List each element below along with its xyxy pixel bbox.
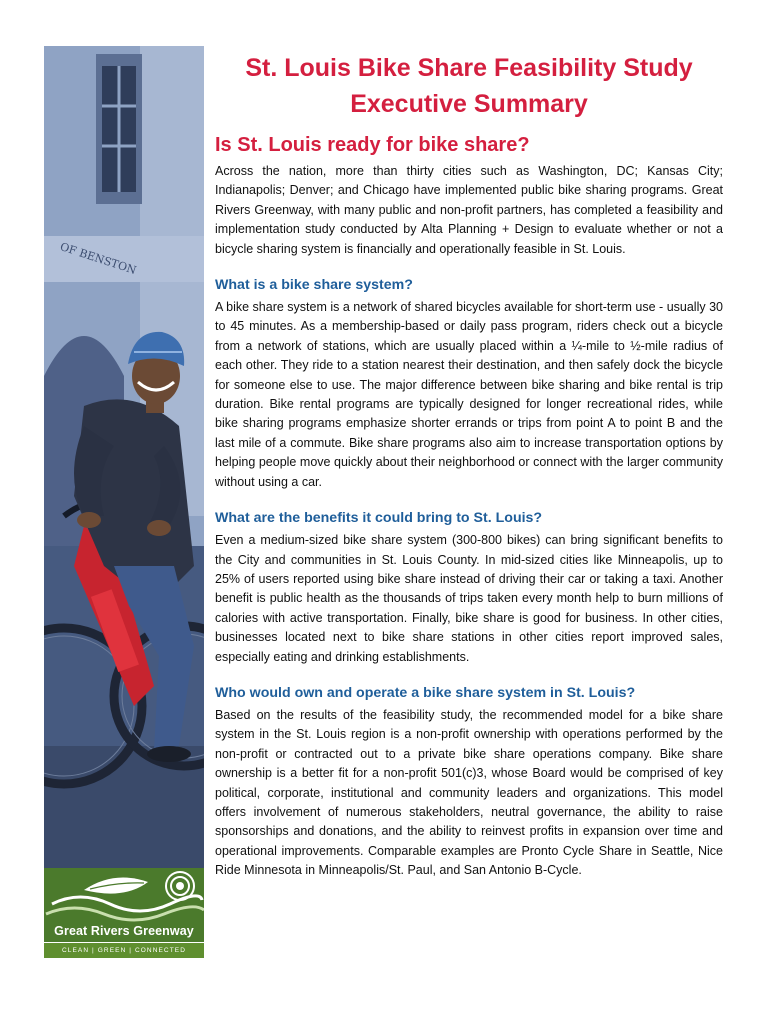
- great-rivers-greenway-logo: [44, 868, 204, 958]
- logo-tagline: CLEAN | GREEN | CONNECTED: [44, 942, 204, 958]
- cyclist-photo: [44, 46, 204, 868]
- logo-name: Great Rivers Greenway: [54, 924, 194, 938]
- section-paragraph-benefits: Even a medium-sized bike share system (300-800 bikes) can bring significant benefits to the City and communities in St. Louis County. In mid-sized cities like Minneapolis, up to 25% of users reported using bike share instead of driving their car or taking a taxi. Another benefit is public health as the thousands of trips taken every month help to burn millions of calories with active transportation. Finally, bike share is good for business. In other cities, businesses located next to bike share stations in other cities report improved sales, especially eating and drinking establishments.: [215, 533, 723, 664]
- document-title: [215, 50, 723, 122]
- section-heading-benefits: What are the benefits it could bring to St. Louis?: [215, 510, 543, 527]
- section-heading-what-is: What is a bike share system?: [215, 277, 413, 294]
- section-paragraph-ownership: Based on the results of the feasibility study, the recommended model for a bike share system in the St. Louis region is a non-profit ownership with operations performed by the non-profit or contracted out to a private bike share operations company. Bike share ownership is a better fit for a non-profit 501(c)3, whose Board would be comprised of key political, corporate, institutional and community leaders and organizations. This model offers involvement of numerous stakeholders, neutral governance, the ability to raise sponsorships and donations, and the ability to reinvest profits in expansion over time and operational improvements. Comparable examples are Pronto Cycle Share in Seattle, Nice Ride Minnesota in Minneapolis/St. Paul, and San Antonio B-Cycle.: [215, 707, 723, 878]
- summary-content: [215, 50, 723, 881]
- document-title-line-2: Executive Summary: [350, 90, 588, 118]
- document-title-line-1: St. Louis Bike Share Feasibility Study: [245, 54, 693, 82]
- intro-paragraph: Across the nation, more than thirty cities such as Washington, DC; Kansas City; Indianapolis; Denver; and Chicago have implemented public bike sharing programs. Great Rivers Greenway, with many public and non-profit partners, has completed a feasibility and implementation study conducted by Alta Planning + Design to evaluate whether or not a bicycle sharing system is financially and operationally feasible in St. Louis.: [215, 164, 723, 256]
- building-sign: OF BENSTON: [58, 240, 138, 278]
- section-heading-ownership: Who would own and operate a bike share system in St. Louis?: [215, 684, 636, 701]
- rider-shoe: [147, 746, 191, 762]
- intro-heading: Is St. Louis ready for bike share?: [215, 134, 530, 156]
- section-paragraph-what-is: A bike share system is a network of shared bicycles available for short-term use - usually 30 to 45 minutes. As a membership-based or daily pass program, riders check out a bicycle from a network of stations, which are usually placed within a ¼-mile to ½-mile radius of each other. They ride to a station nearest their destination, and then safely dock the bicycle for someone else to use. The major difference between bike sharing and bike rental is trip duration. Bike rental programs are typically designed for longer recreational rides, while bike sharing programs emphasize shorter errands or trips from point A to point B and the last mile of a commute. Bike share programs also aim to increase transportation options by helping people move quickly about their neighborhood or connect with the larger community without using a car.: [215, 300, 723, 489]
- cyclist-illustration: [44, 46, 204, 868]
- leaf-river-icon: [44, 868, 204, 924]
